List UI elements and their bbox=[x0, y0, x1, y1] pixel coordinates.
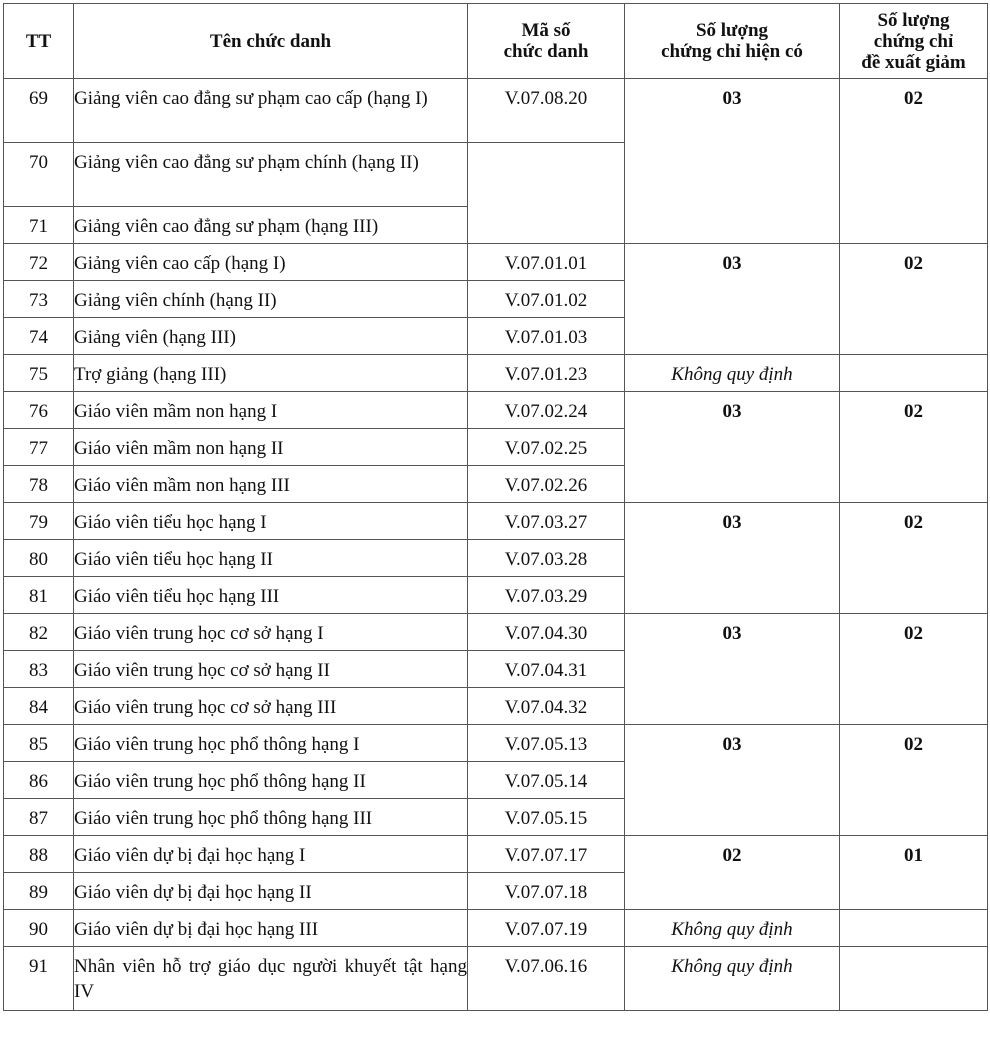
not-regulated-note: Không quy định bbox=[625, 355, 840, 392]
job-code: V.07.04.31 bbox=[468, 651, 625, 688]
header-proposed-line3: đề xuất giảm bbox=[861, 51, 966, 73]
not-regulated-note: Không quy định bbox=[625, 910, 840, 947]
row-number: 91 bbox=[4, 947, 74, 1011]
proposed-reduction: 01 bbox=[840, 836, 988, 910]
proposed-reduction: 02 bbox=[840, 614, 988, 725]
row-number: 85 bbox=[4, 725, 74, 762]
table-row bbox=[4, 947, 988, 1011]
table-row bbox=[4, 836, 988, 873]
row-number: 74 bbox=[4, 318, 74, 355]
job-title: Giáo viên trung học cơ sở hạng III bbox=[74, 688, 468, 725]
table-row bbox=[4, 355, 988, 392]
job-title: Giáo viên tiểu học hạng III bbox=[74, 577, 468, 614]
job-title: Nhân viên hỗ trợ giáo dục người khuyết tật hạng IV bbox=[74, 947, 468, 1011]
header-current-count bbox=[625, 4, 840, 79]
job-title: Giảng viên cao đẳng sư phạm chính (hạng II) bbox=[74, 143, 468, 207]
job-code: V.07.03.29 bbox=[468, 577, 625, 614]
job-code: V.07.01.03 bbox=[468, 318, 625, 355]
row-number: 70 bbox=[4, 143, 74, 207]
row-number: 82 bbox=[4, 614, 74, 651]
row-number: 88 bbox=[4, 836, 74, 873]
row-number: 87 bbox=[4, 799, 74, 836]
row-number: 78 bbox=[4, 466, 74, 503]
job-code: V.07.05.13 bbox=[468, 725, 625, 762]
job-title: Giảng viên cao đẳng sư phạm cao cấp (hạng I) bbox=[74, 79, 468, 143]
table-row bbox=[4, 725, 988, 762]
proposed-reduction: 02 bbox=[840, 392, 988, 503]
job-title: Giáo viên dự bị đại học hạng III bbox=[74, 910, 468, 947]
proposed-reduction: 02 bbox=[840, 725, 988, 836]
table-row bbox=[4, 79, 988, 143]
job-title: Giáo viên trung học phổ thông hạng III bbox=[74, 799, 468, 836]
job-title: Giáo viên tiểu học hạng I bbox=[74, 503, 468, 540]
job-code bbox=[468, 143, 625, 244]
job-title: Giáo viên dự bị đại học hạng II bbox=[74, 873, 468, 910]
row-number: 77 bbox=[4, 429, 74, 466]
table-row bbox=[4, 910, 988, 947]
job-code: V.07.01.01 bbox=[468, 244, 625, 281]
row-number: 90 bbox=[4, 910, 74, 947]
table-row bbox=[4, 244, 988, 281]
job-code: V.07.02.24 bbox=[468, 392, 625, 429]
job-title: Trợ giảng (hạng III) bbox=[74, 355, 468, 392]
current-certificates: 03 bbox=[625, 79, 840, 244]
job-title: Giáo viên trung học phổ thông hạng II bbox=[74, 762, 468, 799]
current-certificates: 02 bbox=[625, 836, 840, 910]
header-code-line2: chức danh bbox=[503, 41, 589, 62]
header-name: Tên chức danh bbox=[74, 4, 468, 79]
table-row bbox=[4, 503, 988, 540]
row-number: 86 bbox=[4, 762, 74, 799]
job-code: V.07.02.26 bbox=[468, 466, 625, 503]
current-certificates: 03 bbox=[625, 244, 840, 355]
header-proposed-line2: chứng chỉ bbox=[873, 30, 954, 52]
header-current-line1: Số lượng bbox=[695, 20, 769, 41]
row-number: 81 bbox=[4, 577, 74, 614]
job-title: Giáo viên mầm non hạng III bbox=[74, 466, 468, 503]
job-code: V.07.02.25 bbox=[468, 429, 625, 466]
job-code: V.07.08.20 bbox=[468, 79, 625, 143]
job-title: Giảng viên cao đẳng sư phạm (hạng III) bbox=[74, 207, 468, 244]
proposed-reduction: 02 bbox=[840, 79, 988, 244]
job-title: Giáo viên mầm non hạng I bbox=[74, 392, 468, 429]
job-code: V.07.03.28 bbox=[468, 540, 625, 577]
job-title-table bbox=[3, 3, 988, 1011]
job-code: V.07.06.16 bbox=[468, 947, 625, 1011]
not-regulated-note: Không quy định bbox=[625, 947, 840, 1011]
row-number: 76 bbox=[4, 392, 74, 429]
table-row bbox=[4, 614, 988, 651]
row-number: 83 bbox=[4, 651, 74, 688]
header-current-line2: chứng chỉ hiện có bbox=[661, 41, 803, 62]
row-number: 72 bbox=[4, 244, 74, 281]
job-title: Giảng viên cao cấp (hạng I) bbox=[74, 244, 468, 281]
row-number: 73 bbox=[4, 281, 74, 318]
job-title: Giáo viên trung học cơ sở hạng I bbox=[74, 614, 468, 651]
proposed-reduction-empty bbox=[840, 355, 988, 392]
current-certificates: 03 bbox=[625, 392, 840, 503]
job-code: V.07.04.32 bbox=[468, 688, 625, 725]
job-title: Giáo viên dự bị đại học hạng I bbox=[74, 836, 468, 873]
job-title: Giáo viên trung học phổ thông hạng I bbox=[74, 725, 468, 762]
job-code: V.07.01.02 bbox=[468, 281, 625, 318]
job-code: V.07.05.14 bbox=[468, 762, 625, 799]
proposed-reduction: 02 bbox=[840, 244, 988, 355]
proposed-reduction-empty bbox=[840, 947, 988, 1011]
row-number: 75 bbox=[4, 355, 74, 392]
row-number: 71 bbox=[4, 207, 74, 244]
current-certificates: 03 bbox=[625, 614, 840, 725]
job-title: Giáo viên tiểu học hạng II bbox=[74, 540, 468, 577]
row-number: 80 bbox=[4, 540, 74, 577]
header-code-line1: Mã số bbox=[521, 20, 571, 41]
row-number: 89 bbox=[4, 873, 74, 910]
job-code: V.07.04.30 bbox=[468, 614, 625, 651]
header-proposed-reduction bbox=[840, 4, 988, 79]
table-row bbox=[4, 392, 988, 429]
row-number: 79 bbox=[4, 503, 74, 540]
proposed-reduction: 02 bbox=[840, 503, 988, 614]
header-tt: TT bbox=[4, 4, 74, 79]
row-number: 69 bbox=[4, 79, 74, 143]
header-proposed-line1: Số lượng bbox=[877, 9, 950, 31]
job-title: Giáo viên trung học cơ sở hạng II bbox=[74, 651, 468, 688]
job-title: Giảng viên (hạng III) bbox=[74, 318, 468, 355]
proposed-reduction-empty bbox=[840, 910, 988, 947]
header-row bbox=[4, 4, 988, 79]
row-number: 84 bbox=[4, 688, 74, 725]
job-code: V.07.01.23 bbox=[468, 355, 625, 392]
job-code: V.07.05.15 bbox=[468, 799, 625, 836]
current-certificates: 03 bbox=[625, 503, 840, 614]
job-code: V.07.07.18 bbox=[468, 873, 625, 910]
job-code: V.07.07.19 bbox=[468, 910, 625, 947]
job-code: V.07.03.27 bbox=[468, 503, 625, 540]
current-certificates: 03 bbox=[625, 725, 840, 836]
job-code: V.07.07.17 bbox=[468, 836, 625, 873]
job-title: Giảng viên chính (hạng II) bbox=[74, 281, 468, 318]
job-title: Giáo viên mầm non hạng II bbox=[74, 429, 468, 466]
header-code bbox=[468, 4, 625, 79]
